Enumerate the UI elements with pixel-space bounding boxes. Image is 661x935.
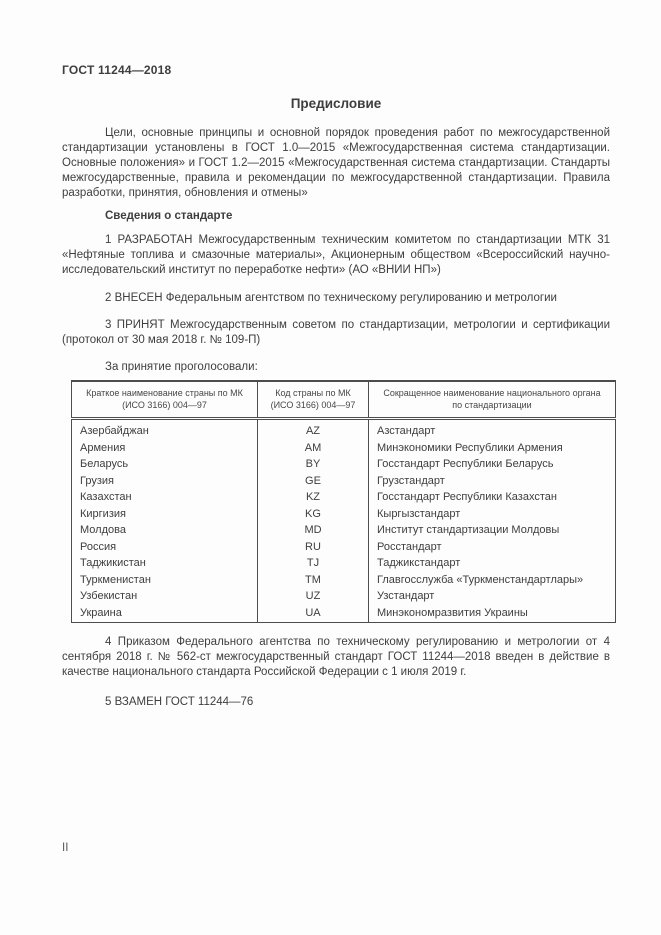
page-content [62, 63, 610, 710]
country-cell: Киргизия [72, 506, 258, 523]
standard-item-5: 5 ВЗАМЕН ГОСТ 11244—76 [105, 695, 254, 708]
table-row [72, 473, 616, 490]
code-cell: MD [258, 523, 369, 540]
table-header-org: Сокращенное наименование национального органа по стандартизации [369, 381, 616, 419]
table-row [72, 457, 616, 474]
page-number: II [62, 842, 69, 854]
table-row [72, 523, 616, 540]
table-row [72, 506, 616, 523]
table-row [72, 419, 616, 441]
country-cell: Грузия [72, 473, 258, 490]
country-cell: Молдова [72, 523, 258, 540]
table-row [72, 572, 616, 589]
page-title: Предисловие [290, 96, 382, 111]
table-row [72, 539, 616, 556]
org-cell: Госстандарт Республики Казахстан [369, 490, 616, 507]
code-cell: UZ [258, 589, 369, 606]
country-cell: Таджикистан [72, 556, 258, 573]
table-row [72, 556, 616, 573]
vote-lead: За принятие проголосовали: [105, 361, 258, 373]
org-cell: Кыргызстандарт [369, 506, 616, 523]
country-cell: Узбекистан [72, 589, 258, 606]
code-cell: TM [258, 572, 369, 589]
table-row [72, 605, 616, 622]
org-cell: Минэкономразвития Украины [369, 605, 616, 622]
code-cell: KG [258, 506, 369, 523]
org-cell: Минэкономики Республики Армения [369, 440, 616, 457]
org-cell: Госстандарт Республики Беларусь [369, 457, 616, 474]
standard-item-1: 1 РАЗРАБОТАН Межгосударственным техническим комитетом по стандартизации МТК 31 «Нефтяные топлива и смазочные материалы», Акционерным обществом «Всероссийский научно-исследовательский институт по переработке нефти» (АО «ВНИИ НП») [62, 234, 610, 276]
standard-item-2: 2 ВНЕСЕН Федеральным агентством по техническому регулированию и метрологии [105, 292, 557, 304]
org-cell: Таджикстандарт [369, 556, 616, 573]
intro-paragraph: Цели, основные принципы и основной порядок проведения работ по межгосударственной стандартизации установлены в ГОСТ 1.0—2015 «Межгосударственная система стандартизации. Основные положения» и ГОСТ 1.2—2015 «Межгосударственная система стандартизации. Стандарты межгосударственные, правила и рекомендации по межгосударственной стандартизации. Правила разработки, принятия, обновления и отмены» [62, 127, 610, 199]
country-cell: Туркменистан [72, 572, 258, 589]
org-cell: Грузстандарт [369, 473, 616, 490]
org-cell: Главгосслужба «Туркменстандартлары» [369, 572, 616, 589]
org-cell: Узстандарт [369, 589, 616, 606]
code-cell: TJ [258, 556, 369, 573]
code-cell: BY [258, 457, 369, 474]
code-cell: RU [258, 539, 369, 556]
table-header-code: Код страны по МК (ИСО 3166) 004—97 [258, 381, 369, 419]
country-cell: Россия [72, 539, 258, 556]
table-row [72, 589, 616, 606]
table-row [72, 490, 616, 507]
voting-table [71, 380, 616, 623]
country-cell: Азербайджан [72, 419, 258, 441]
org-cell: Институт стандартизации Молдовы [369, 523, 616, 540]
standard-item-4: 4 Приказом Федерального агентства по техническому регулированию и метрологии от 4 сентября 2018 г. № 562-ст межгосударственный стандарт ГОСТ 11244—2018 введен в действие в качестве национального стандарта Российской Федерации с 1 июля 2019 г. [62, 635, 610, 678]
country-cell: Беларусь [72, 457, 258, 474]
country-cell: Украина [72, 605, 258, 622]
table-row [72, 440, 616, 457]
table-header-country: Краткое наименование страны по МК (ИСО 3166) 004—97 [72, 381, 258, 419]
code-cell: KZ [258, 490, 369, 507]
code-cell: GE [258, 473, 369, 490]
code-cell: AM [258, 440, 369, 457]
doc-code: ГОСТ 11244—2018 [62, 63, 172, 77]
org-cell: Росстандарт [369, 539, 616, 556]
table-header-row [72, 381, 616, 419]
country-cell: Армения [72, 440, 258, 457]
standard-item-3: 3 ПРИНЯТ Межгосударственным советом по стандартизации, метрологии и сертификации (протокол от 30 мая 2018 г. № 109-П) [62, 319, 610, 346]
code-cell: AZ [258, 419, 369, 441]
country-cell: Казахстан [72, 490, 258, 507]
code-cell: UA [258, 605, 369, 622]
info-heading: Сведения о стандарте [105, 210, 233, 222]
org-cell: Азстандарт [369, 419, 616, 441]
